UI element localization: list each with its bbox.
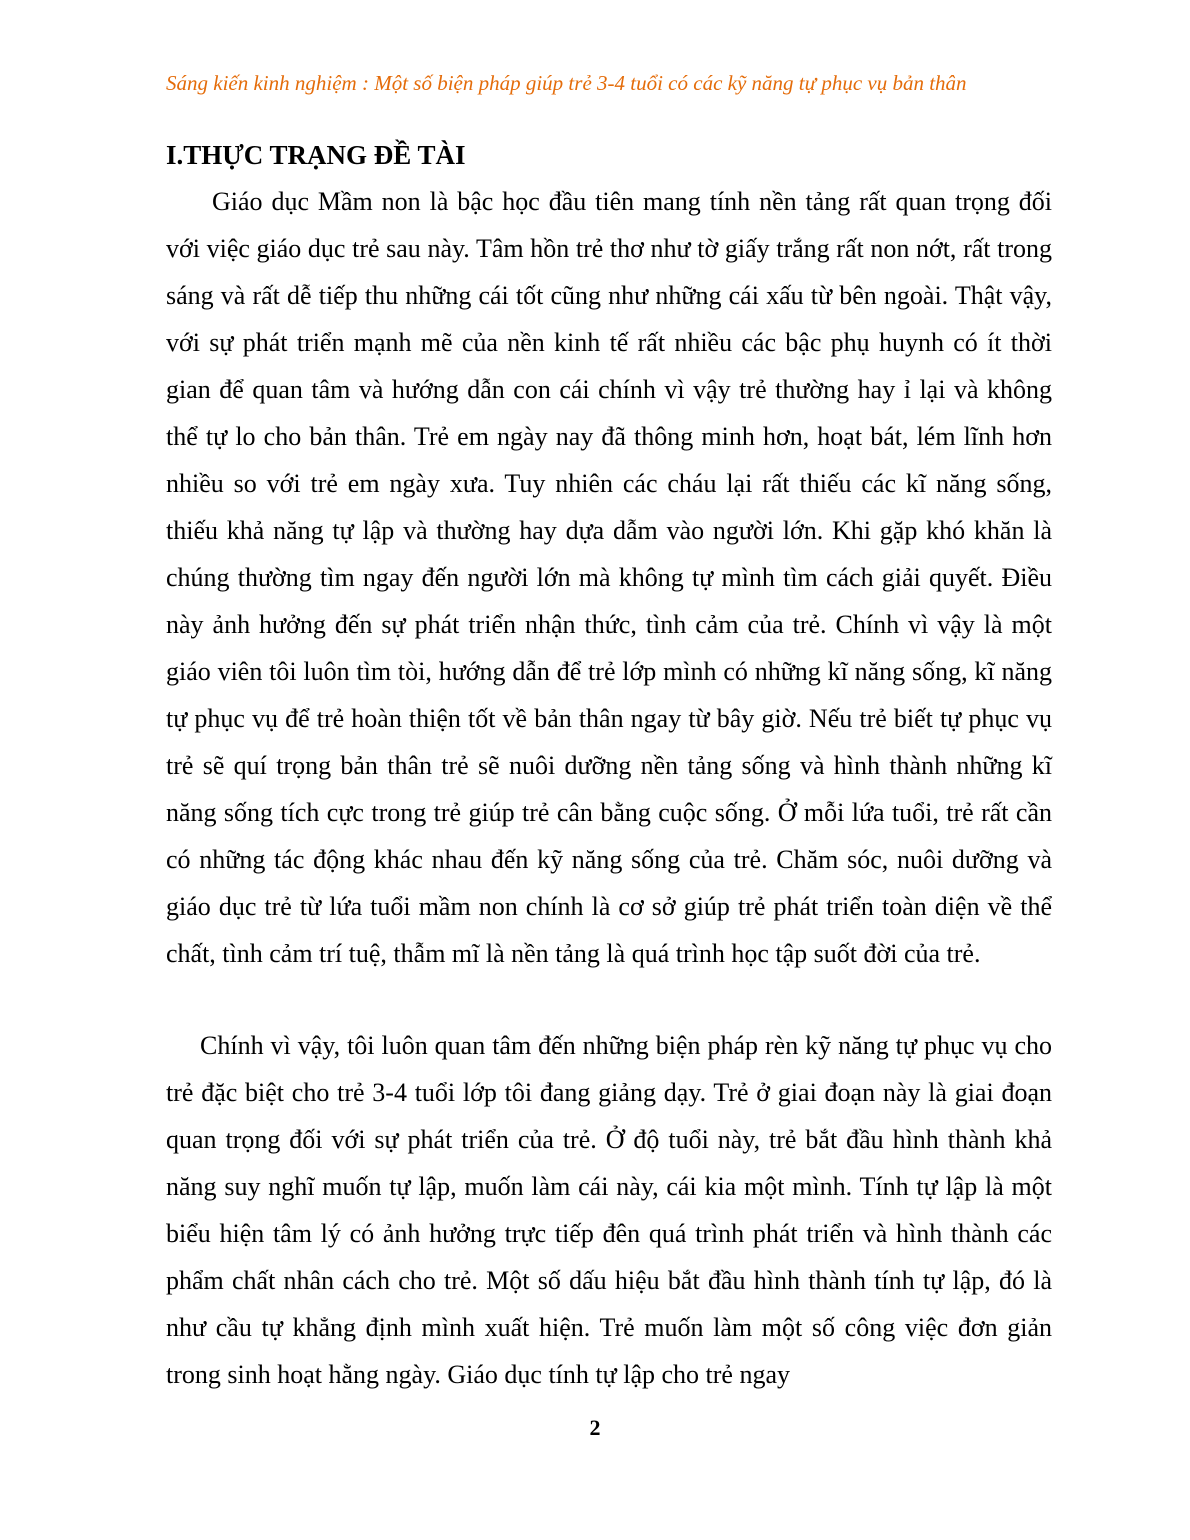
section-heading: I.THỰC TRẠNG ĐỀ TÀI: [166, 140, 466, 170]
running-header: Sáng kiến kinh nghiệm : Một số biện pháp giúp trẻ 3-4 tuổi có các kỹ năng tự phục vụ bản thân: [166, 71, 967, 95]
page-number: 2: [589, 1415, 601, 1440]
paragraph-1: Giáo dục Mầm non là bậc học đầu tiên mang tính nền tảng rất quan trọng đối với việc giáo dục trẻ sau này. Tâm hồn trẻ thơ như tờ giấy trắng rất non nớt, rất trong sáng và rất dễ tiếp thu những cái tốt cũng như những cái xấu từ bên ngoài. Thật vậy, với sự phát triển mạnh mẽ của nền kinh tế rất nhiều các bậc phụ huynh có ít thời gian để quan tâm và hướng dẫn con cái chính vì vậy trẻ thường hay ỉ lại và không thể tự lo cho bản thân. Trẻ em ngày nay đã thông minh hơn, hoạt bát, lém lĩnh hơn nhiều so với trẻ em ngày xưa. Tuy nhiên các cháu lại rất thiếu các kĩ năng sống, thiếu khả năng tự lập và thường hay dựa dẫm vào người lớn. Khi gặp khó khăn là chúng thường tìm ngay đến người lớn mà không tự mình tìm cách giải quyết. Điều này ảnh hưởng đến sự phát triển nhận thức, tình cảm của trẻ. Chính vì vậy là một giáo viên tôi luôn tìm tòi, hướng dẫn để trẻ lớp mình có những kĩ năng sống, kĩ năng tự phục vụ để trẻ hoàn thiện tốt về bản thân ngay từ bây giờ. Nếu trẻ biết tự phục vụ trẻ sẽ quí trọng bản thân trẻ sẽ nuôi dưỡng nền tảng sống và hình thành những kĩ năng sống tích cực trong trẻ giúp trẻ cân bằng cuộc sống. Ở mỗi lứa tuổi, trẻ rất cần có những tác động khác nhau đến kỹ năng sống của trẻ. Chăm sóc, nuôi dưỡng và giáo dục trẻ từ lứa tuổi mầm non chính là cơ sở giúp trẻ phát triển toàn diện về thể chất, tình cảm trí tuệ, thẫm mĩ là nền tảng là quá trình học tập suốt đời của trẻ.: [166, 187, 1052, 968]
paragraph-2: Chính vì vậy, tôi luôn quan tâm đến những biện pháp rèn kỹ năng tự phục vụ cho trẻ đặc biệt cho trẻ 3-4 tuổi lớp tôi đang giảng dạy. Trẻ ở giai đoạn này là giai đoạn quan trọng đối với sự phát triển của trẻ. Ở độ tuổi này, trẻ bắt đầu hình thành khả năng suy nghĩ muốn tự lập, muốn làm cái này, cái kia một mình. Tính tự lập là một biểu hiện tâm lý có ảnh hưởng trực tiếp đên quá trình phát triển và hình thành các phẩm chất nhân cách cho trẻ. Một số dấu hiệu bắt đầu hình thành tính tự lập, đó là như cầu tự khẳng định mình xuất hiện. Trẻ muốn làm một số công việc đơn giản trong sinh hoạt hằng ngày. Giáo dục tính tự lập cho trẻ ngay: [166, 1031, 1052, 1389]
